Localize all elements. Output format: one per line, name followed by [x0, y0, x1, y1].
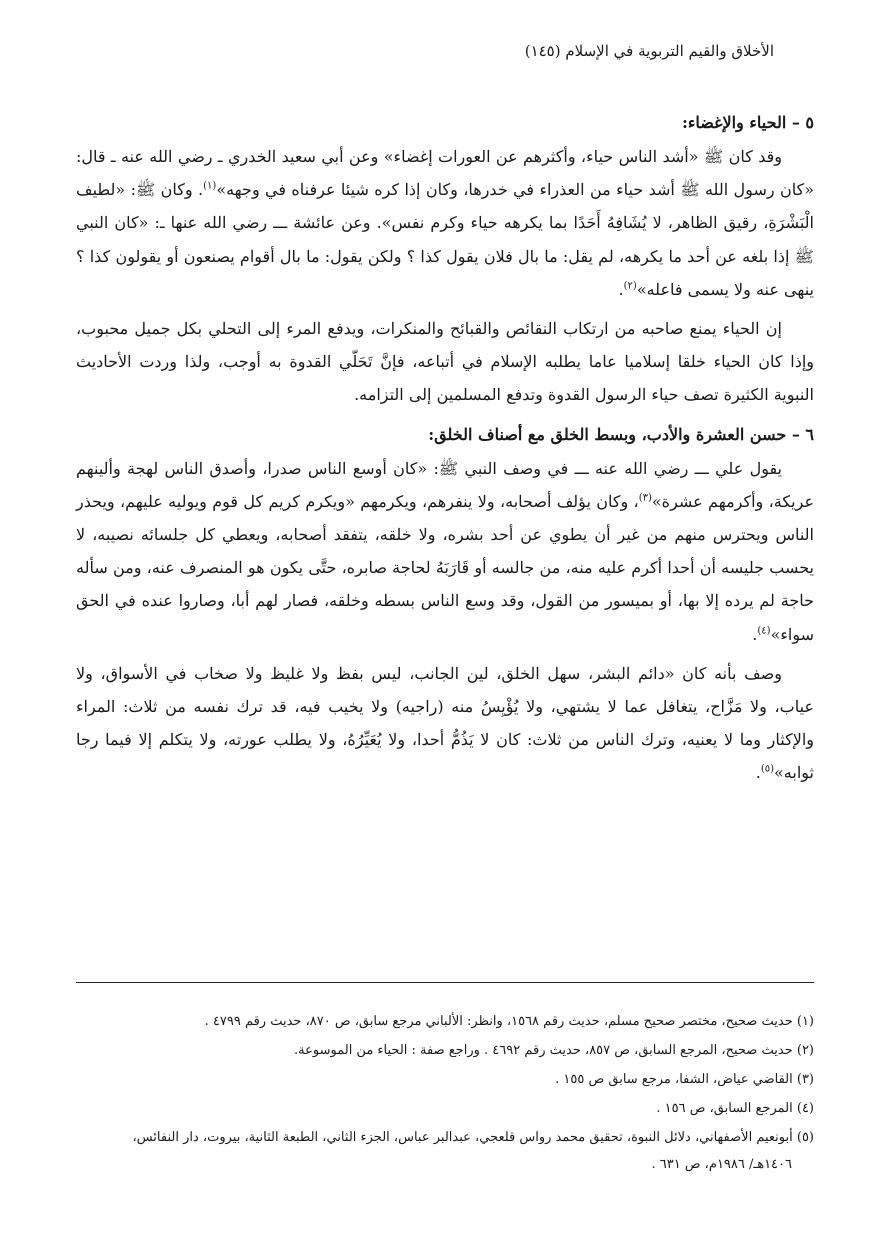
paragraph-end: . [618, 279, 624, 299]
footnote-1: (١) حديث صحيح، مختصر صحيح مسلم، حديث رقم ١٥٦٨، وانظر: الألباني مرجع سابق، ص ٨٧٠، حديث رقم ٤٧٩٩ . [204, 1014, 814, 1029]
main-text [76, 106, 814, 796]
footnote-separator [76, 982, 814, 983]
paragraph-modesty-commentary: إن الحياء يمنع صاحبه من ارتكاب النقائص والقبائح والمنكرات، ويدفع المرء إلى التحلي بكل جميل محبوب، وإذا كان الحياء خلقا إسلاميا عاما يطلبه الإسلام في أتباعه، فإنَّ تَحَلّي القدوة به أوجب، ولذا وردت الأحاديث النبوية الكثيرة تصف حياء الرسول القدوة وتدفع المسلمين إلى التزامه. [76, 319, 815, 405]
footnote-4: (٤) المرجع السابق، ص ١٥٦ . [656, 1101, 814, 1116]
footnote-ref-4[interactable]: (٤) [757, 625, 771, 637]
running-header [60, 42, 774, 60]
footnote-ref-1[interactable]: (١) [203, 180, 217, 192]
section-heading-modesty: ٥ – الحياء والإغضاء: [681, 113, 814, 132]
footnote-ref-2[interactable]: (٢) [623, 280, 637, 292]
footnote-5-text: (٥) أبونعيم الأصفهاني، دلائل النبوة، تحقيق محمد رواس قلعجي، عبدالبر عباس، الجزء الثاني، الطبعة الثانية، بيروت، دار النفائس، [132, 1130, 814, 1145]
footnote-ref-5[interactable]: (٥) [760, 764, 775, 776]
paragraph-companionship-hadith [76, 452, 814, 651]
paragraph-text: يقول علي ـــ رضي الله عنه ـــ في وصف النبي ﷺ: «كان أوسع الناس صدرا، وأصدق الناس لهجة وألينهم عريكة، وأكرمهم عشرة» [76, 458, 815, 511]
paragraph-end: . [755, 763, 761, 783]
paragraph-modesty-hadith [76, 140, 814, 306]
footnote-5-continuation: ١٤٠٦هـ/ ١٩٨٦م، ص ٦٣١ . [651, 1157, 792, 1172]
footnote-5 [74, 1124, 814, 1178]
paragraph-description [76, 657, 814, 790]
footnote-2: (٢) حديث صحيح، المرجع السابق، ص ٨٥٧، حديث رقم ٤٦٩٢ . وراجع صفة : الحياء من الموسوعة. [294, 1043, 814, 1058]
paragraph-text: وصف بأنه كان «دائم البشر، سهل الخلق، لين الجانب، ليس بفظ ولا غليظ ولا صخاب في الأسواق، ولا عياب، ولا مَزَّاح، يتغافل عما لا يشتهي، ولا يُؤْيِسُ منه (راجيه) ولا يخيب فيه، قد ترك نفسه من ثلاث: المراء والإكثار وما لا يعنيه، وترك الناس من ثلاث: كان لا يَذُمُّ أحدا، ولا يُعَيِّرُهُ، ولا يطلب عورته، ولا يتكلم إلا فيما رجا ثوابه» [76, 663, 814, 783]
paragraph-text: ، وكان يؤلف أصحابه، ولا ينفرهم، ويكرمهم «ويكرم كريم كل قوم ويوليه عليهم، ويحذر الناس ويحترس منهم من غير أن يطوي عن أحد بشره، ولا خلقه، يتفقد أصحابه، ويعطي كل جلسائه نصيبه، لا يحسب جليسه أن أحدا أكرم عليه منه، من جالسه أو قَارَبَهُ لحاجة صابره، حتَّى يكون هو المنصرف عنه، ومن سأله حاجة لم يرده إلا بها، أو بميسور من القول، وقد وسع الناس بسطه وخلقه، فصار لهم أبا، وصاروا عنده في الحق سواء» [76, 491, 815, 644]
footnote-ref-3[interactable]: (٣) [638, 492, 652, 504]
section-heading-good-companionship: ٦ – حسن العشرة والأدب، وبسط الخلق مع أصناف الخلق: [428, 424, 814, 444]
paragraph-end: . [752, 624, 758, 644]
paragraph-text: وقد كان ﷺ «أشد الناس حياء، وأكثرهم عن العورات إغضاء» وعن أبي سعيد الخدري ـ رضي الله عنه ـ قال: «كان رسول الله ﷺ أشد حياء من العذراء في خدرها، وكان إذا كره شيئا عرفناه في وجهه» [76, 147, 814, 200]
running-header-title: الأخلاق والقيم التربوية في الإسلام [565, 42, 774, 60]
paragraph-text: . وكان ﷺ: «لطيف الْبَشْرَةِ، رقيق الظاهر، لا يُشَافِهُ أَحَدًا بما يكرهه حياء وكرم نفس». وعن عائشة ـــ رضي الله عنها ـ: «كان النبي ﷺ إذا بلغه عن أحد ما يكرهه، لم يقل: ما بال فلان يقول كذا ؟ ولكن يقول: ما بال أقوام يصنعون أو يقولون كذا ؟ ينهى عنه ولا يسمى فاعله» [76, 180, 814, 299]
footnote-3: (٣) القاضي عياض، الشفا، مرجع سابق ص ١٥٥ . [555, 1072, 814, 1087]
footnotes-list [74, 1008, 814, 1180]
page-number: (١٤٥) [524, 42, 561, 60]
